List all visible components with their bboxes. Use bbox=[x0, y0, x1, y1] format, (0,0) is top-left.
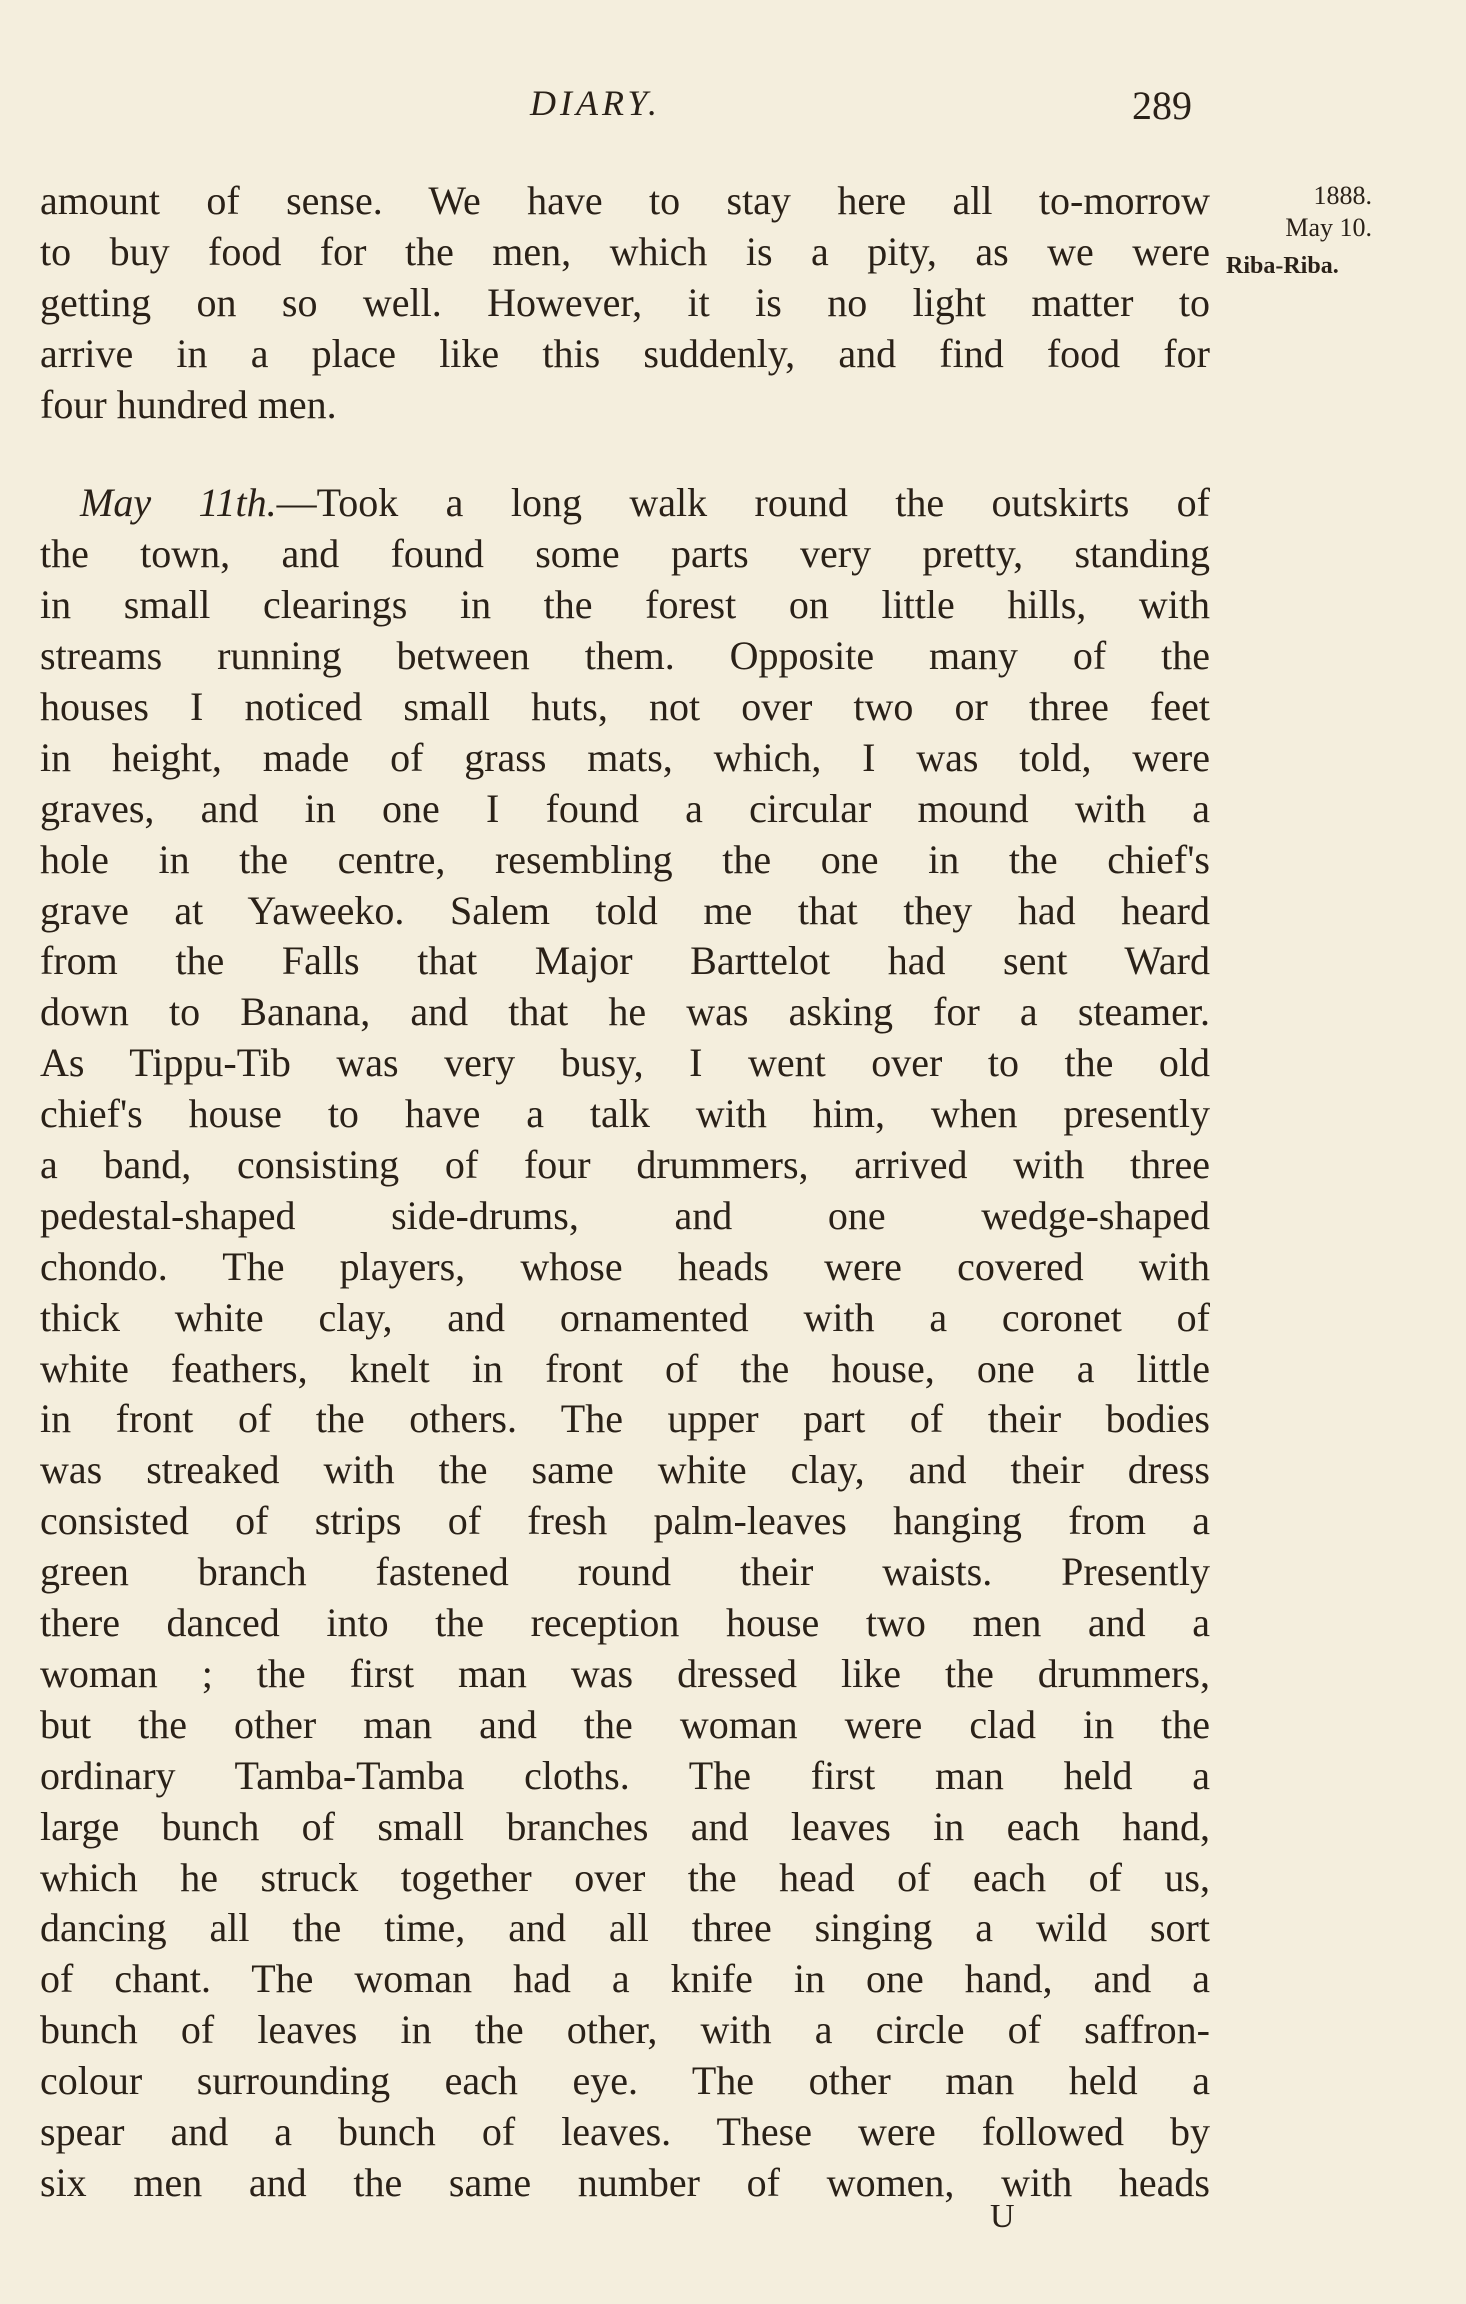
text-line: but the other man and the woman were clad in the bbox=[40, 1701, 1210, 1747]
text-line: in height, made of grass mats, which, I was told, were bbox=[40, 734, 1210, 780]
text-line: in front of the others. The upper part of their bodies bbox=[40, 1396, 1210, 1442]
paragraph-gap bbox=[40, 430, 1210, 478]
first-line-rest: —Took a long walk round the outskirts of bbox=[276, 480, 1211, 526]
text-line: bunch of leaves in the other, with a circle of saffron- bbox=[40, 2007, 1210, 2053]
running-head bbox=[0, 82, 1466, 132]
text-line: a band, consisting of four drummers, arrived with three bbox=[40, 1142, 1210, 1188]
paragraph-2 bbox=[40, 478, 1210, 2208]
text-line-first bbox=[40, 478, 1210, 529]
text-line: streams running between them. Opposite many of the bbox=[40, 633, 1210, 679]
margin-date: May 10. bbox=[1285, 213, 1372, 242]
page-number: 289 bbox=[1132, 83, 1192, 128]
margin-note bbox=[1226, 180, 1432, 282]
text-line: to buy food for the men, which is a pity, as we were bbox=[40, 228, 1210, 274]
margin-place: Riba-Riba. bbox=[1226, 253, 1339, 279]
margin-year: 1888. bbox=[1313, 181, 1372, 210]
text-line: graves, and in one I found a circular mound with a bbox=[40, 785, 1210, 831]
text-line: chondo. The players, whose heads were covered with bbox=[40, 1243, 1210, 1289]
text-line: of chant. The woman had a knife in one hand, and a bbox=[40, 1956, 1210, 2002]
text-line: pedestal-shaped side-drums, and one wedge-shaped bbox=[40, 1192, 1210, 1238]
text-line: houses I noticed small huts, not over two or three feet bbox=[40, 684, 1210, 730]
text-line: was streaked with the same white clay, and their dress bbox=[40, 1447, 1210, 1493]
text-line: grave at Yaweeko. Salem told me that they had heard bbox=[40, 887, 1210, 933]
text-line: which he struck together over the head of each of us, bbox=[40, 1854, 1210, 1900]
text-line: in small clearings in the forest on little hills, with bbox=[40, 582, 1210, 628]
text-line: white feathers, knelt in front of the house, one a little bbox=[40, 1345, 1210, 1391]
text-line: down to Banana, and that he was asking for a steamer. bbox=[40, 989, 1210, 1035]
text-line: thick white clay, and ornamented with a coronet of bbox=[40, 1294, 1210, 1340]
text-line: from the Falls that Major Barttelot had sent Ward bbox=[40, 938, 1210, 984]
text-line: the town, and found some parts very pretty, standing bbox=[40, 531, 1210, 577]
text-line: green branch fastened round their waists. Presently bbox=[40, 1549, 1210, 1595]
body-text bbox=[40, 176, 1210, 2209]
text-line: arrive in a place like this suddenly, and find food for bbox=[40, 330, 1210, 376]
text-line: woman ; the first man was dressed like the drummers, bbox=[40, 1650, 1210, 1696]
text-line: As Tippu-Tib was very busy, I went over to the old bbox=[40, 1040, 1210, 1086]
text-line: amount of sense. We have to stay here all to-morrow bbox=[40, 178, 1210, 223]
text-line: there danced into the reception house two men and a bbox=[40, 1600, 1210, 1646]
signature-mark: U bbox=[990, 2198, 1015, 2235]
text-line: colour surrounding each eye. The other man held a bbox=[40, 2058, 1210, 2104]
text-line: getting on so well. However, it is no light matter to bbox=[40, 279, 1210, 325]
text-line: ordinary Tamba-Tamba cloths. The first man held a bbox=[40, 1752, 1210, 1798]
text-line: hole in the centre, resembling the one in the chief's bbox=[40, 836, 1210, 882]
entry-date-label: May 11th. bbox=[80, 480, 277, 526]
text-line: large bunch of small branches and leaves in each hand, bbox=[40, 1803, 1210, 1849]
text-line: dancing all the time, and all three singing a wild sort bbox=[40, 1905, 1210, 1951]
running-title: DIARY. bbox=[530, 83, 662, 123]
text-line: six men and the same number of women, with heads bbox=[40, 2159, 1210, 2205]
text-line: spear and a bunch of leaves. These were followed by bbox=[40, 2108, 1210, 2154]
text-line: consisted of strips of fresh palm-leaves hanging from a bbox=[40, 1498, 1210, 1544]
text-line: four hundred men. bbox=[40, 381, 337, 427]
paragraph-1 bbox=[40, 176, 1210, 430]
text-line: chief's house to have a talk with him, when presently bbox=[40, 1091, 1210, 1137]
